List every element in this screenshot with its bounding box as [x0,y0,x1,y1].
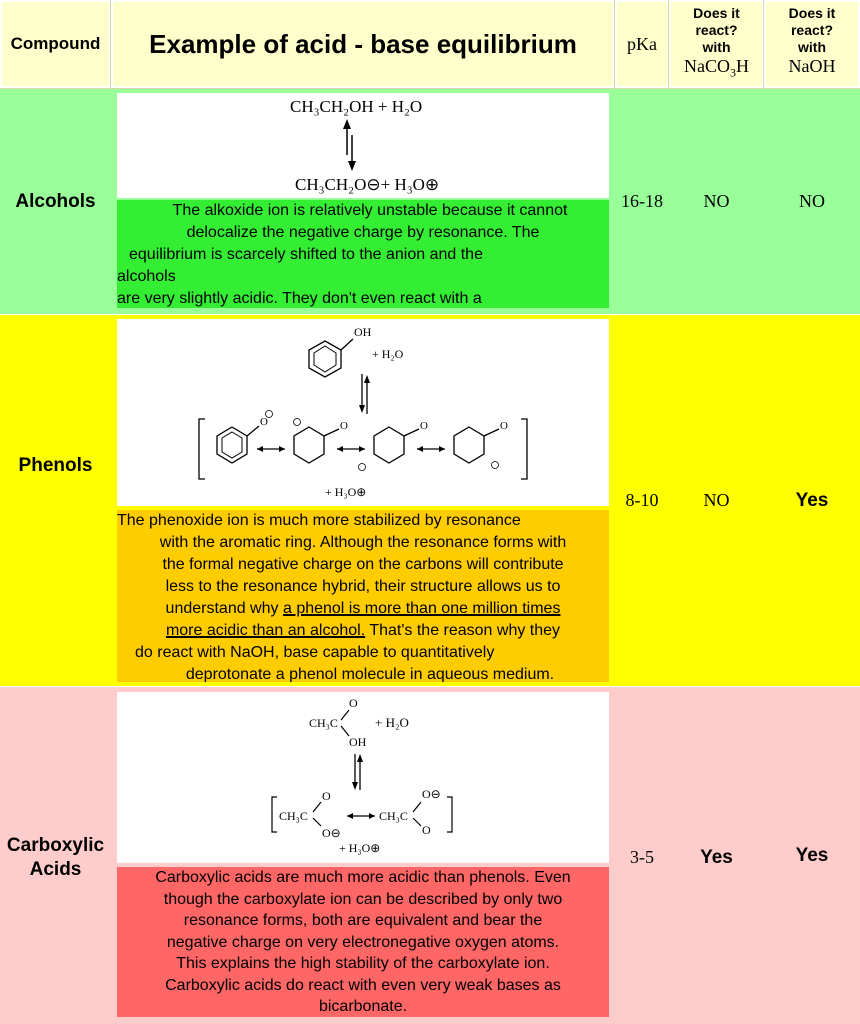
row-carboxylic-name [0,687,111,1024]
resonance-ring-4-icon [454,427,484,463]
header-pka [615,0,669,88]
note-line: negative charge on very electronegative oxygen atoms. [166,933,560,951]
note-line: resonance forms, both are equivalent and bear the [183,912,543,929]
note-line [117,620,609,642]
reaction-answer: NO [703,490,730,510]
carboxylate-label: CH₃C [279,809,308,823]
row-carboxylic-nahco3 [669,687,764,1024]
o-label: O [420,420,428,432]
note-line: equilibrium is scarcely shifted to the anion and the [129,246,483,263]
phenol-explanation [117,510,609,682]
oh-label: OH [354,325,372,339]
note-line: do react with NaOH, base capable to quantitatively [135,644,495,661]
water-label: + H₂O [372,347,404,361]
note-text: That's the reason why they [369,622,561,639]
c-o-double-bond [404,429,419,436]
header-naoh [764,0,860,88]
o-label: O [260,416,268,428]
negative-charge-icon [294,419,301,426]
arrowhead-left [337,446,343,452]
hydronium-label: + H₃O⊕ [339,841,381,855]
formula-tail: H [736,56,749,76]
header-nahco3-line2: react? [695,22,738,38]
arrowhead-left [257,446,263,452]
row-carboxylic-example [111,687,615,1024]
resonance-ring-3-icon [374,427,404,463]
header-naoh-line2: react? [790,22,834,38]
carboxylic-equilibrium-diagram [117,692,609,863]
phenoxide-inner-ring [222,432,242,458]
compound-name: Carboxylic Acids [6,834,105,880]
note-line: delocalize the negative charge by resonance. The [186,224,540,241]
arrowhead-right [439,446,445,452]
bracket-right [521,419,527,479]
negative-charge-icon [266,411,273,418]
bracket-left [199,419,205,479]
pka-value: 8-10 [625,490,659,510]
note-text: understand why [165,600,279,617]
coh-bond [341,726,349,736]
note-emphasis: a phenol is more than one million times [282,600,561,617]
row-alcohols-example [111,89,615,314]
alcohol-equilibrium-diagram [117,93,609,198]
o-neg-label: O⊖ [322,826,341,840]
note-line: are very slightly acidic. They don't even react with a [117,290,482,307]
carboxylate-label-2: CH₃C [379,809,408,823]
note-line: alcohols [117,268,176,285]
note-line: Carboxylic acids are much more acidic than phenols. Even [155,869,571,886]
compound-name: Phenols [18,455,93,476]
hydronium-label: + H₃O⊕ [325,485,367,499]
header-naoh-formula: NaOH [788,56,836,76]
co-neg-bond [313,818,321,826]
note-line: This explains the high stability of the carboxylate ion. [176,955,550,972]
arrowhead-down [359,405,365,413]
formula-sub: 3 [730,65,736,80]
o-label: O [349,696,358,710]
acid-label: CH₃C [309,716,338,730]
row-phenols-nahco3 [669,315,764,686]
o-label: O [500,420,508,432]
o-neg-label: O⊖ [422,787,441,801]
row-alcohols-name [0,89,111,314]
arrowhead-up [357,754,363,762]
arrowhead-left [347,813,353,819]
header-example-label: Example of acid - base equilibrium [149,28,577,59]
arrowhead-right [369,813,375,819]
oh-label: OH [349,735,367,749]
header-compound-label: Compound [10,34,101,53]
note-line: less to the resonance hybrid, their structure allows us to [165,578,561,595]
header-pka-label: pKa [627,33,657,54]
alcohol-products: CH₃CH₂O⊖+ H₃O⊕ [295,175,440,194]
arrowhead-right [359,446,365,452]
co-bond [341,710,349,720]
resonance-ring-2-icon [294,427,324,463]
co-bond [313,802,321,812]
note-line: The alkoxide ion is relatively unstable because it cannot [172,202,568,219]
phenol-resonance-svg [117,319,609,506]
c-o-double-bond [484,429,499,436]
row-phenols-naoh [764,315,860,686]
arrowhead-down [348,161,356,171]
note-line: though the carboxylate ion can be described by only two [163,890,563,908]
row-alcohols-nahco3 [669,89,764,314]
o-label: O [340,420,348,432]
note-line: deprotonate a phenol molecule in aqueous medium. [185,666,555,682]
arrowhead-down [352,782,358,790]
water-label: + H₂O [375,715,409,730]
negative-charge-icon [359,464,366,471]
o-label: O [422,823,431,837]
arrowhead-right [279,446,285,452]
o-label: O [322,789,331,803]
co-bond [413,818,421,826]
note-line: Carboxylic acids do react with even very weak bases as [165,976,561,994]
alcohol-reactants: CH₃CH₂OH + H₂O [290,97,423,116]
pka-value: 3-5 [630,847,654,867]
phenol-inner-ring [314,346,336,372]
arrowhead-left [417,446,423,452]
header-nahco3 [669,0,764,88]
reaction-answer: Yes [795,844,829,866]
formula-main: NaCO [684,56,730,76]
note-line: The phenoxide ion is much more stabilized by resonance [117,512,521,529]
compound-name: Alcohols [15,190,96,212]
note-line [117,598,609,620]
row-alcohols-pka [615,89,669,314]
note-line: with the aromatic ring. Although the resonance forms with [159,534,567,551]
header-nahco3-line3: with [702,39,731,55]
row-carboxylic-naoh [764,687,860,1024]
alcohol-explanation [117,200,609,308]
note-line: bicarbonate. [318,998,408,1015]
reaction-answer: NO [703,191,730,211]
o-bond [247,426,259,436]
arrowhead-up [364,375,370,383]
header-naoh-line3: with [798,39,826,55]
pka-value: 16-18 [621,191,663,211]
carboxylic-equilibrium-svg [117,692,609,863]
alcohol-equilibrium-svg [117,93,609,198]
header-example [111,0,615,88]
header-naoh-line1: Does it [788,5,836,21]
row-phenols-pka [615,315,669,686]
header-compound [0,0,111,88]
header-nahco3-formula [671,56,762,81]
reaction-answer: Yes [795,489,829,511]
row-alcohols-naoh [764,89,860,314]
reaction-answer: Yes [700,846,733,868]
phenol-resonance-diagram [117,319,609,506]
row-phenols-name [0,315,111,686]
oh-bond [341,339,353,350]
bracket-right [447,797,452,832]
row-phenols-example [111,315,615,686]
arrowhead-up [343,119,351,129]
note-line: the formal negative charge on the carbons will contribute [162,556,564,573]
c-o-double-bond [324,429,339,436]
reaction-answer: NO [799,191,825,211]
co-neg-bond [413,802,421,812]
carboxylic-explanation [117,867,609,1017]
header-nahco3-line1: Does it [693,5,740,21]
note-emphasis: more acidic than an alcohol. [165,622,366,639]
negative-charge-icon [492,462,499,469]
row-carboxylic-pka [615,687,669,1024]
bracket-left [272,797,277,832]
